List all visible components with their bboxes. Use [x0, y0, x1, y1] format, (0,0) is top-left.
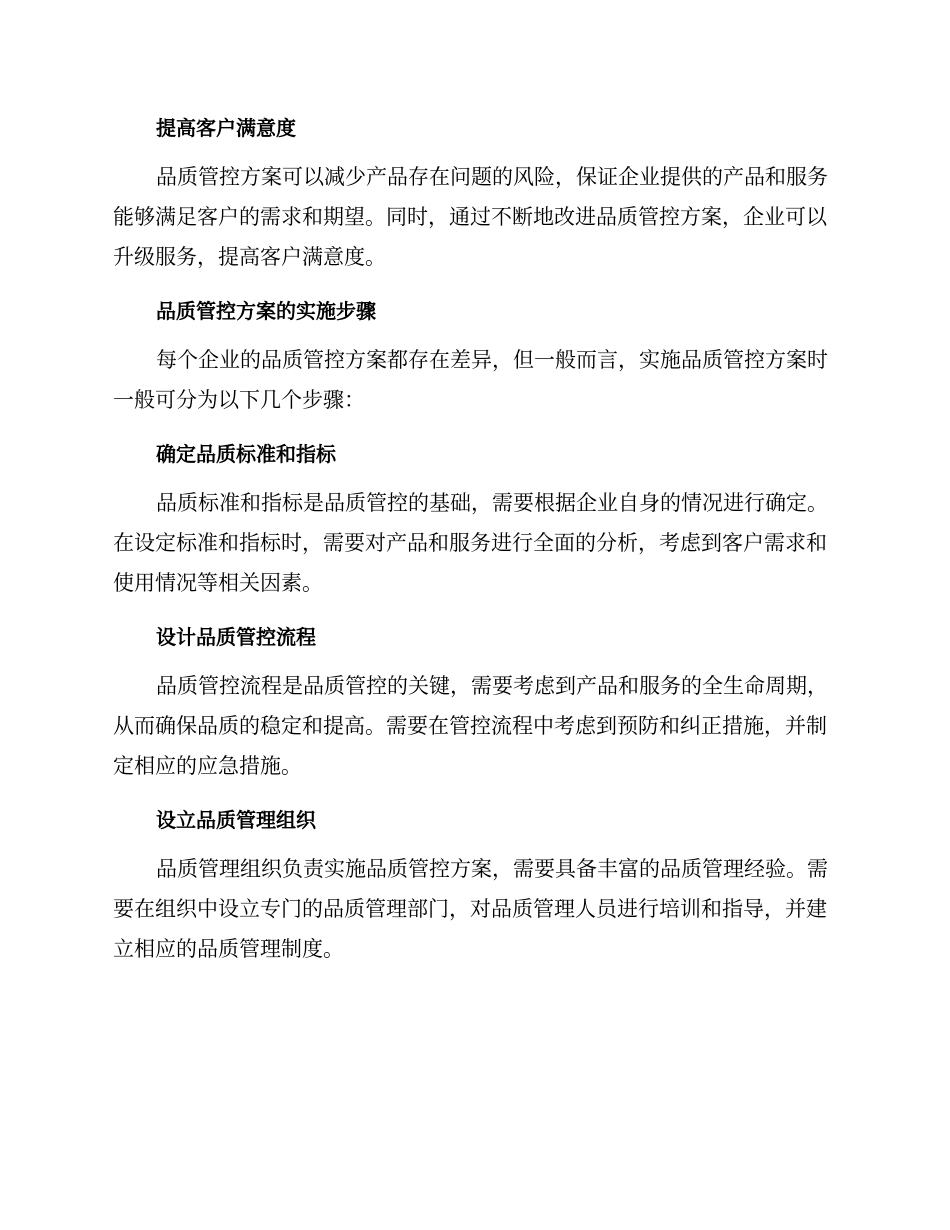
document-body — [113, 109, 833, 984]
section-paragraph: 品质管控方案可以减少产品存在问题的风险，保证企业提供的产品和服务能够满足客户的需求和期望。同时，通过不断地改进品质管控方案，企业可以升级服务，提高客户满意度。 — [113, 165, 828, 269]
section-heading: 品质管控方案的实施步骤 — [156, 299, 376, 323]
section-paragraph: 品质标准和指标是品质管控的基础，需要根据企业自身的情况进行确定。在设定标准和指标时，需要对产品和服务进行全面的分析，考虑到客户需求和使用情况等相关因素。 — [113, 491, 828, 595]
section-heading: 设计品质管控流程 — [156, 625, 316, 649]
section-paragraph: 品质管控流程是品质管控的关键，需要考虑到产品和服务的全生命周期，从而确保品质的稳定和提高。需要在管控流程中考虑到预防和纠正措施，并制定相应的应急措施。 — [113, 674, 828, 778]
section-heading: 确定品质标准和指标 — [156, 442, 336, 466]
section-paragraph: 每个企业的品质管控方案都存在差异，但一般而言，实施品质管控方案时一般可分为以下几个步骤： — [113, 348, 828, 412]
section-heading: 设立品质管理组织 — [156, 808, 316, 832]
section-heading: 提高客户满意度 — [156, 116, 296, 140]
section-paragraph: 品质管理组织负责实施品质管控方案，需要具备丰富的品质管理经验。需要在组织中设立专门的品质管理部门，对品质管理人员进行培训和指导，并建立相应的品质管理制度。 — [113, 857, 828, 961]
